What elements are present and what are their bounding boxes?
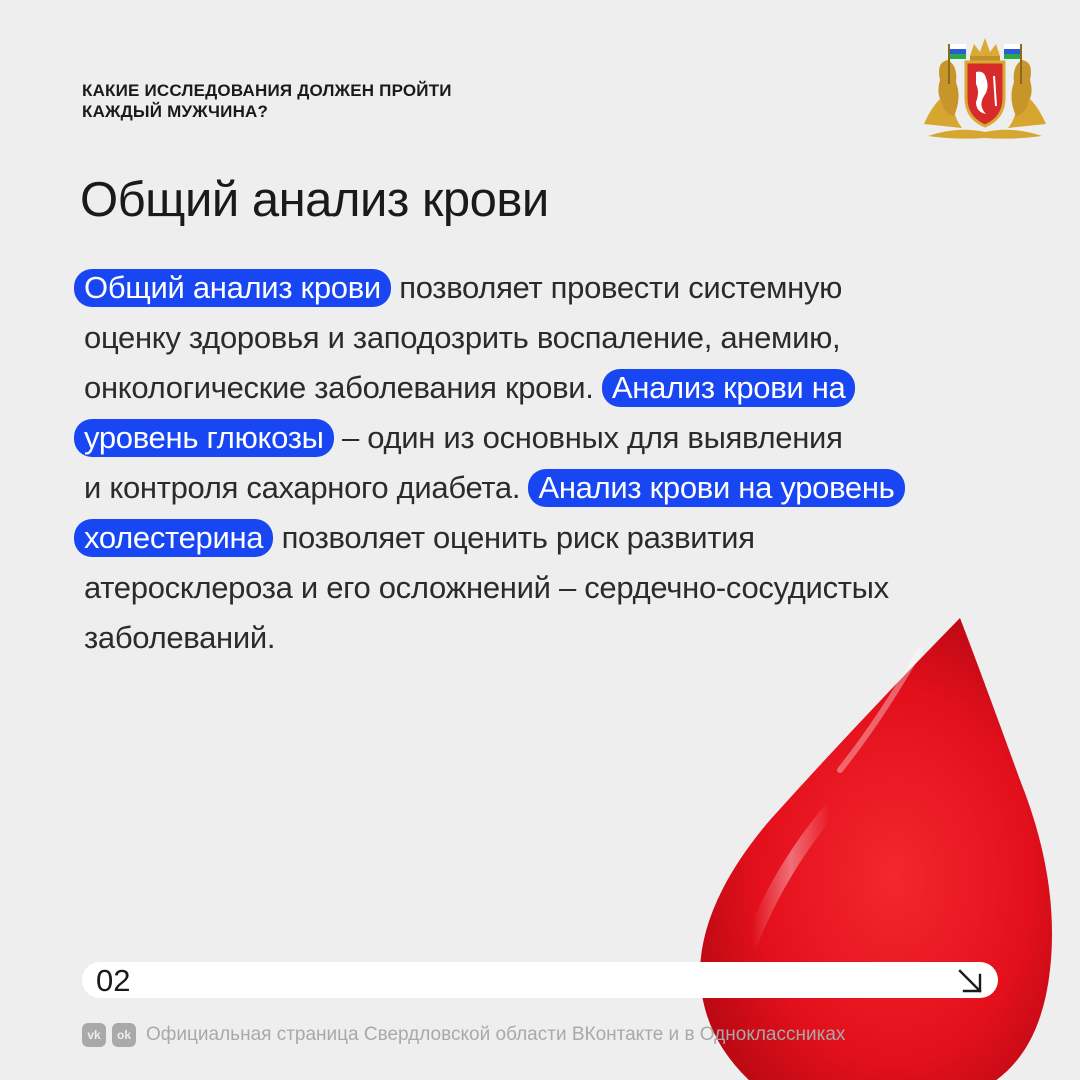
body-text-run: атеросклероза и его осложнений – сердечно-сосудистых xyxy=(84,570,889,605)
body-text-run: – один из основных для выявления xyxy=(333,420,843,455)
vk-icon[interactable]: vk xyxy=(82,1023,106,1047)
coat-of-arms-emblem xyxy=(918,32,1052,140)
body-line xyxy=(74,263,974,313)
footer xyxy=(82,1022,845,1048)
body-line xyxy=(74,413,974,463)
body-line xyxy=(74,463,974,513)
ok-icon[interactable]: ok xyxy=(112,1023,136,1047)
body-line xyxy=(74,313,974,363)
page-number: 02 xyxy=(96,963,131,998)
highlight-term: Анализ крови на уровень xyxy=(528,469,904,507)
footer-text: Официальная страница Свердловской области ВКонтакте и в Одноклассниках xyxy=(146,1024,846,1045)
kicker-line-2: КАЖДЫЙ МУЖЧИНА? xyxy=(82,102,269,121)
highlight-term: Общий анализ крови xyxy=(74,269,391,307)
body-text-run: позволяет провести системную xyxy=(390,270,843,305)
body-line xyxy=(74,513,974,563)
page-indicator-bar xyxy=(82,962,998,998)
page-title: Общий анализ крови xyxy=(80,173,549,227)
body-text-run: позволяет оценить риск развития xyxy=(273,520,755,555)
arrow-down-right-icon[interactable] xyxy=(956,967,984,995)
body-line xyxy=(74,563,974,613)
body-text-run: заболеваний. xyxy=(84,620,276,655)
kicker-heading xyxy=(82,80,562,122)
body-text-run: онкологические заболевания крови. xyxy=(84,370,602,405)
highlight-term: холестерина xyxy=(74,519,273,557)
kicker-line-1: КАКИЕ ИССЛЕДОВАНИЯ ДОЛЖЕН ПРОЙТИ xyxy=(82,81,452,100)
body-line xyxy=(74,363,974,413)
body-text-run: оценку здоровья и заподозрить воспаление, анемию, xyxy=(84,320,841,355)
body-text-run: и контроля сахарного диабета. xyxy=(84,470,529,505)
highlight-term: Анализ крови на xyxy=(602,369,856,407)
highlight-term: уровень глюкозы xyxy=(74,419,334,457)
blood-drop-illustration xyxy=(680,610,1080,1080)
body-paragraph xyxy=(74,263,974,663)
